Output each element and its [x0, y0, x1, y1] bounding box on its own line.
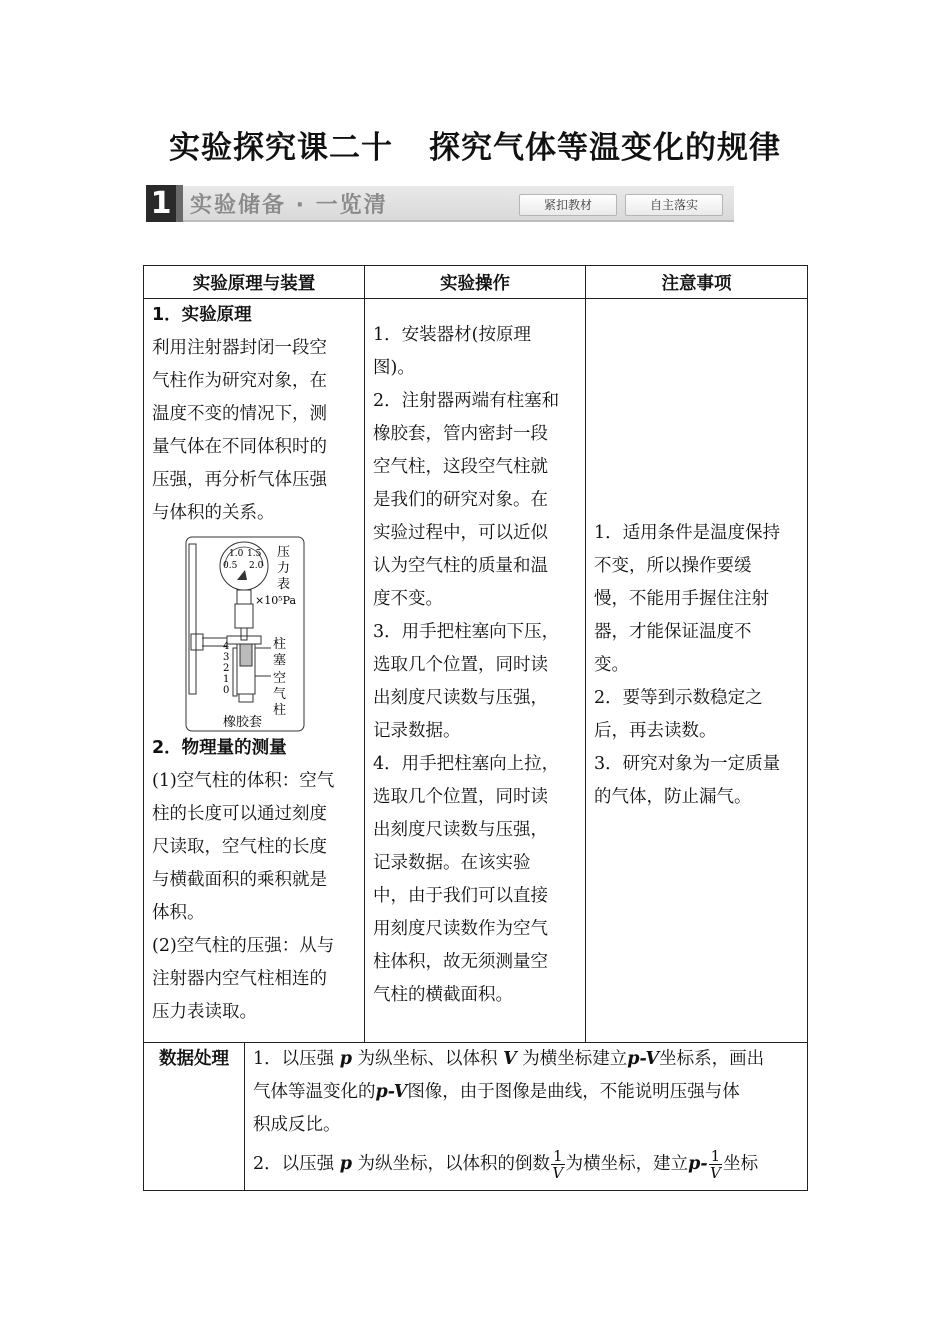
scale-number: 0	[223, 685, 230, 696]
gauge-tick: 1.0	[229, 549, 244, 559]
operation-line: 空气柱，这段空气柱就	[373, 457, 548, 477]
operation-line: 4．用手把柱塞向上拉，	[373, 754, 560, 774]
operation-line: 1．安装器材(按原理	[373, 325, 531, 345]
air-column-label: 气	[273, 687, 287, 702]
header-principle: 实验原理与装置	[144, 266, 365, 299]
gauge-label: 表	[277, 577, 291, 592]
reciprocal-fraction: $\frac{1}{V}$	[709, 1147, 721, 1182]
notes-line: 慢，不能用手握住注射	[594, 589, 769, 609]
operation-line: 中，由于我们可以直接	[373, 886, 548, 906]
data-processing-line: 气体等温变化的p-V图像，由于图像是曲线，不能说明压强与体	[253, 1082, 740, 1102]
scale-number: 2	[223, 663, 230, 674]
pressure-unit: ×10⁵Pa	[255, 594, 297, 607]
page-title: 实验探究课二十 探究气体等温变化的规律	[169, 130, 781, 166]
operation-line: 柱体积，故无须测量空	[373, 952, 548, 972]
table-content-row	[144, 299, 808, 1043]
notes-line: 器，才能保证温度不	[594, 622, 752, 642]
operation-line: 出刻度尺读数与压强，	[373, 688, 548, 708]
gauge-label: 力	[277, 561, 291, 576]
notes-line: 2．要等到示数稳定之	[594, 688, 763, 708]
operation-line: 实验过程中，可以近似	[373, 523, 548, 543]
reciprocal-fraction: $\frac{1}{V}$	[552, 1147, 564, 1182]
apparatus-diagram	[185, 536, 305, 732]
measurement-line: (1)空气柱的体积：空气	[152, 771, 335, 791]
textbook-button[interactable]: 紧扣教材	[519, 194, 617, 216]
data-processing-label: 数据处理	[159, 1049, 229, 1069]
section-number: 1	[146, 185, 176, 222]
principle-line: 利用注射器封闭一段空	[152, 338, 327, 358]
air-column-label: 空	[273, 671, 287, 686]
notes-cell	[586, 299, 808, 1043]
scale-number: 3	[223, 652, 230, 663]
principle-line: 气柱作为研究对象，在	[152, 371, 327, 391]
plunger-label: 塞	[273, 653, 287, 668]
principle-line: 量气体在不同体积时的	[152, 437, 327, 457]
gauge-tick: 1.5	[247, 549, 262, 559]
section-banner	[146, 185, 734, 221]
operation-line: 用刻度尺读数作为空气	[373, 919, 548, 939]
measurement-line: 柱的长度可以通过刻度	[152, 804, 327, 824]
operation-line: 出刻度尺读数与压强，	[373, 820, 548, 840]
operation-line: 图)。	[373, 358, 415, 378]
plunger-label: 柱	[273, 637, 287, 652]
operation-line: 气柱的横截面积。	[373, 985, 513, 1005]
notes-line: 1．适用条件是温度保持	[594, 523, 781, 543]
operation-line: 橡胶套，管内密封一段	[373, 424, 548, 444]
rubber-cap-label: 橡胶套	[223, 715, 263, 730]
measurement-line: 注射器内空气柱相连的	[152, 969, 327, 989]
principle-line: 压强，再分析气体压强	[152, 470, 327, 490]
data-processing-cell	[245, 1043, 808, 1191]
notes-line: 变。	[594, 655, 629, 675]
section-label: 实验储备 · 一览清	[190, 193, 388, 218]
data-processing-row	[144, 1043, 808, 1191]
operation-line: 2．注射器两端有柱塞和	[373, 391, 560, 411]
operation-line: 认为空气柱的质量和温	[373, 556, 548, 576]
measurement-line: 与横截面积的乘积就是	[152, 870, 327, 890]
data-processing-label-cell	[144, 1043, 245, 1191]
data-processing-line: 1．以压强 p 为纵坐标、以体积 V 为横坐标建立p-V坐标系，画出	[253, 1049, 765, 1069]
measurement-line: 体积。	[152, 903, 205, 923]
operation-line: 度不变。	[373, 589, 443, 609]
operation-line: 记录数据。在该实验	[373, 853, 531, 873]
header-operation: 实验操作	[365, 266, 586, 299]
notes-line: 不变，所以操作要缓	[594, 556, 752, 576]
scale-number: 4	[223, 641, 230, 652]
operation-line: 选取几个位置，同时读	[373, 787, 548, 807]
notes-line: 3．研究对象为一定质量	[594, 754, 781, 774]
measurement-heading: 2．物理量的测量	[152, 738, 287, 758]
gauge-tick: 0.5	[223, 561, 238, 571]
measurement-line: (2)空气柱的压强：从与	[152, 936, 335, 956]
measurement-line: 尺读取，空气柱的长度	[152, 837, 327, 857]
notes-line: 后，再去读数。	[594, 721, 717, 741]
self-study-button[interactable]: 自主落实	[625, 194, 723, 216]
gauge-tick: 2.0	[249, 561, 264, 571]
principle-line: 与体积的关系。	[152, 503, 275, 523]
table-header-row	[144, 266, 808, 299]
operation-line: 是我们的研究对象。在	[373, 490, 548, 510]
principle-heading: 1．实验原理	[152, 305, 252, 325]
operation-cell	[365, 299, 586, 1043]
measurement-line: 压力表读取。	[152, 1002, 257, 1022]
operation-line: 3．用手把柱塞向下压，	[373, 622, 560, 642]
experiment-table	[143, 265, 808, 1191]
data-processing-line: 积成反比。	[253, 1115, 341, 1135]
principle-cell	[144, 299, 365, 1043]
scale-number: 1	[223, 674, 230, 685]
notes-line: 的气体，防止漏气。	[594, 787, 752, 807]
gauge-label: 压	[277, 545, 291, 560]
principle-line: 温度不变的情况下，测	[152, 404, 327, 424]
air-column-label: 柱	[273, 703, 287, 718]
header-notes: 注意事项	[586, 266, 808, 299]
operation-line: 选取几个位置，同时读	[373, 655, 548, 675]
data-processing-line: 2．以压强 p 为纵坐标，以体积的倒数 $\frac{1}{V}$ 为横坐标，建立p- $\frac{1}{V}$ 坐标	[253, 1147, 759, 1182]
operation-line: 记录数据。	[373, 721, 461, 741]
